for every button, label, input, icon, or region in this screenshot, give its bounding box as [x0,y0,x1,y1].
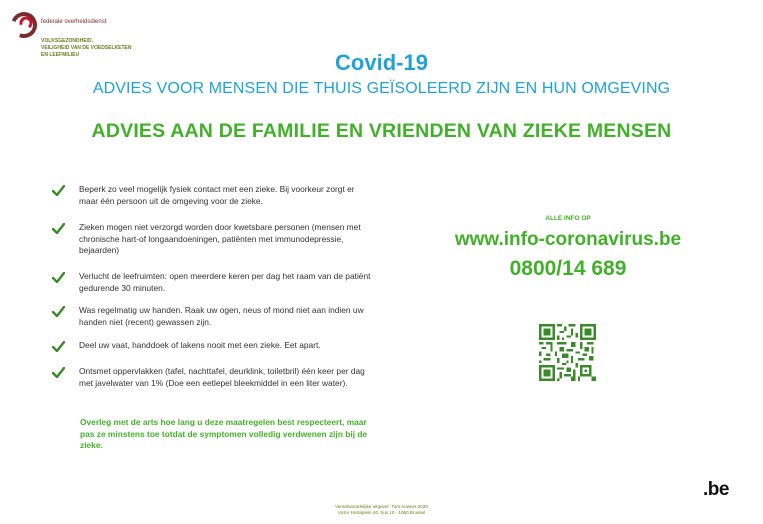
logo-line-4: EN LEEFMILIEU [41,52,80,58]
list-item [52,222,372,257]
list-item [52,340,321,352]
be-logo: .be [703,479,729,500]
list-item [52,305,372,328]
footer-line-2: Victor Hortaplein 40, bus 10 - 1060 Brussel [337,510,426,515]
page-subtitle: ADVIES VOOR MENSEN DIE THUIS GEÏSOLEERD ZIJN EN HUN OMGEVING [92,80,671,97]
list-item-text: Zieken mogen niet verzorgd worden door kwetsbare personen (mensen met chronische hart-of longaandoeningen, patiënten met immunodepressie, bejaarden) [79,222,361,255]
section-heading: ADVIES AAN DE FAMILIE EN VRIENDEN VAN ZIEKE MENSEN [91,120,672,142]
footer-line-1: Verantwoordelijke uitgever: Tom Auwers 2020 [335,504,428,509]
fod-logo-icon [11,10,41,40]
info-website-link[interactable]: www.info-coronavirus.be [454,229,682,250]
footer-publisher [0,504,763,516]
list-item [52,271,372,294]
checkmark-icon [52,306,65,317]
page-title: Covid-19 [335,50,428,75]
list-item-text: Deel uw vaat, handdoek of lakens nooit met een zieke. Eet apart. [79,340,321,350]
doctor-advice: Overleg met de arts hoe lang u deze maatregelen best respecteert, maar pas ze minstens toe totdat de symptomen volledig verdwenen zijn bij de zieke. [80,417,368,450]
logo-line-3: VEILIGHEID VAN DE VOEDSELKETEN [41,45,132,51]
logo-line-2: VOLKSGEZONDHEID, [41,38,93,44]
list-item-text: Ontsmet oppervlakken (tafel, nachttafel, deurklink, toiletbril) één keer per dag met javelwater van 1% (Doe een eetlepel bleekmiddel in een liter water). [79,366,365,388]
checkmark-icon [52,272,65,283]
list-item [52,366,372,389]
list-item-text: Beperk zo veel mogelijk fysiek contact met een zieke. Bij voorkeur zorgt er maar één persoon uit de omgeving voor de zieke. [79,184,355,206]
checkmark-icon [52,185,65,196]
checkmark-icon [52,223,65,234]
logo-line-1: federale overheidsdienst [41,19,107,25]
info-label: ALLE INFO OP [545,215,591,222]
list-item [52,184,372,207]
qr-code-icon[interactable] [539,324,596,381]
list-item-text: Was regelmatig uw handen. Raak uw ogen, neus of mond niet aan indien uw handen niet (recent) gewassen zijn. [79,305,364,327]
checkmark-icon [52,341,65,352]
list-item-text: Verlucht de leefruimten: open meerdere keren per dag het raam van de patiënt gedurende 30 minuten. [79,271,371,293]
checkmark-icon [52,367,65,378]
info-phone-number[interactable]: 0800/14 689 [509,257,627,280]
